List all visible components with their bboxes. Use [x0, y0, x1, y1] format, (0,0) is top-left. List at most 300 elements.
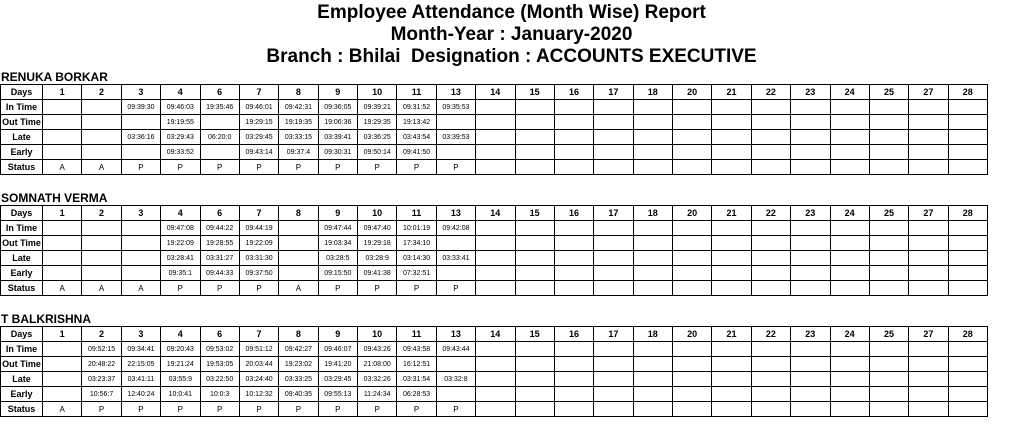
day-header-cell: 11 — [397, 85, 436, 100]
in-time-cell — [43, 221, 82, 236]
late-cell — [791, 372, 830, 387]
late-cell — [830, 372, 869, 387]
late-cell — [594, 372, 633, 387]
early-row — [1, 145, 988, 160]
status-cell — [830, 402, 869, 417]
status-cell: P — [239, 160, 278, 175]
early-cell — [200, 145, 239, 160]
report-title: Employee Attendance (Month Wise) Report — [317, 2, 706, 23]
early-cell — [948, 387, 987, 402]
day-header-cell: 28 — [948, 327, 987, 342]
early-cell: 09:41:50 — [397, 145, 436, 160]
day-header-cell: 14 — [476, 85, 515, 100]
status-cell: P — [358, 281, 397, 296]
in-time-cell: 09:47:44 — [318, 221, 357, 236]
early-cell — [476, 145, 515, 160]
status-cell: P — [121, 160, 160, 175]
out-time-cell — [515, 236, 554, 251]
status-cell: P — [318, 281, 357, 296]
status-cell — [791, 281, 830, 296]
late-cell — [948, 130, 987, 145]
late-cell: 03:41:11 — [121, 372, 160, 387]
status-cell: P — [161, 160, 200, 175]
early-cell — [594, 387, 633, 402]
out-time-cell — [515, 357, 554, 372]
out-time-cell: 19:19:35 — [279, 115, 318, 130]
status-row — [1, 402, 988, 417]
early-cell: 09:37:4 — [279, 145, 318, 160]
out-time-cell — [712, 115, 751, 130]
status-cell — [869, 281, 908, 296]
row-label-in-time: In Time — [1, 221, 43, 236]
early-cell — [515, 266, 554, 281]
in-time-cell: 09:36:05 — [318, 100, 357, 115]
early-cell — [673, 387, 712, 402]
early-cell — [594, 145, 633, 160]
in-time-cell — [830, 342, 869, 357]
out-time-cell — [830, 357, 869, 372]
day-header-cell: 4 — [161, 327, 200, 342]
day-header-cell: 2 — [82, 85, 121, 100]
early-cell — [909, 266, 948, 281]
late-cell — [82, 130, 121, 145]
early-cell — [554, 266, 593, 281]
day-header-cell: 21 — [712, 206, 751, 221]
day-header-cell: 22 — [751, 206, 790, 221]
day-header-cell: 4 — [161, 206, 200, 221]
early-cell — [633, 387, 672, 402]
day-header-cell: 13 — [436, 206, 475, 221]
branch-designation-heading: Branch : Bhilai Designation : ACCOUNTS EXECUTIVE — [266, 46, 757, 67]
days-row — [1, 206, 988, 221]
out-time-cell — [869, 115, 908, 130]
status-cell: P — [200, 160, 239, 175]
status-cell — [673, 402, 712, 417]
late-cell: 03:43:54 — [397, 130, 436, 145]
out-time-cell: 19:03:34 — [318, 236, 357, 251]
early-cell: 09:15:50 — [318, 266, 357, 281]
status-cell — [791, 160, 830, 175]
late-cell: 03:36:16 — [121, 130, 160, 145]
late-cell — [554, 372, 593, 387]
in-time-cell: 09:20:43 — [161, 342, 200, 357]
out-time-cell — [869, 357, 908, 372]
out-time-cell — [791, 236, 830, 251]
day-header-cell: 1 — [43, 85, 82, 100]
status-cell — [791, 402, 830, 417]
in-time-cell — [791, 100, 830, 115]
days-row — [1, 85, 988, 100]
late-row — [1, 251, 988, 266]
late-cell: 03:24:40 — [239, 372, 278, 387]
day-header-cell: 24 — [830, 206, 869, 221]
employee-name: SOMNATH VERMA — [1, 191, 108, 205]
late-cell — [712, 372, 751, 387]
late-cell: 03:31:30 — [239, 251, 278, 266]
in-time-cell — [594, 100, 633, 115]
day-header-cell: 10 — [358, 327, 397, 342]
in-time-cell — [515, 342, 554, 357]
out-time-cell — [751, 236, 790, 251]
status-cell — [633, 281, 672, 296]
attendance-table — [0, 205, 988, 296]
status-cell — [869, 402, 908, 417]
out-time-cell — [712, 236, 751, 251]
out-time-cell — [515, 115, 554, 130]
status-cell — [909, 402, 948, 417]
early-cell — [436, 387, 475, 402]
late-cell: 03:33:25 — [279, 372, 318, 387]
in-time-cell — [909, 221, 948, 236]
status-cell: A — [82, 281, 121, 296]
day-header-cell: 6 — [200, 206, 239, 221]
in-time-cell — [633, 342, 672, 357]
out-time-cell — [436, 357, 475, 372]
out-time-cell — [948, 115, 987, 130]
day-header-cell: 10 — [358, 85, 397, 100]
in-time-cell: 19:35:46 — [200, 100, 239, 115]
row-label-early: Early — [1, 145, 43, 160]
day-header-cell: 9 — [318, 85, 357, 100]
status-cell — [712, 281, 751, 296]
late-cell: 03:29:45 — [318, 372, 357, 387]
status-cell: P — [436, 402, 475, 417]
out-time-cell: 22:15:05 — [121, 357, 160, 372]
late-cell — [948, 251, 987, 266]
day-header-cell: 8 — [279, 327, 318, 342]
early-cell: 09:37:50 — [239, 266, 278, 281]
out-time-cell — [633, 236, 672, 251]
in-time-cell: 09:47:08 — [161, 221, 200, 236]
early-cell: 11:24:34 — [358, 387, 397, 402]
status-cell — [751, 281, 790, 296]
early-cell: 09:41:38 — [358, 266, 397, 281]
in-time-cell — [909, 342, 948, 357]
attendance-table — [0, 326, 988, 417]
row-label-out-time: Out Time — [1, 115, 43, 130]
late-cell: 03:55:9 — [161, 372, 200, 387]
in-time-cell — [673, 342, 712, 357]
late-cell — [279, 251, 318, 266]
out-time-cell: 20:48:22 — [82, 357, 121, 372]
early-cell — [869, 266, 908, 281]
status-cell — [869, 160, 908, 175]
late-cell — [594, 130, 633, 145]
in-time-cell — [594, 342, 633, 357]
late-cell: 03:29:43 — [161, 130, 200, 145]
out-time-cell — [673, 236, 712, 251]
late-cell — [869, 372, 908, 387]
late-cell: 03:28:41 — [161, 251, 200, 266]
status-cell — [633, 402, 672, 417]
early-cell: 10:12:32 — [239, 387, 278, 402]
late-cell — [751, 372, 790, 387]
day-header-cell: 27 — [909, 85, 948, 100]
status-cell: P — [318, 402, 357, 417]
day-header-cell: 2 — [82, 327, 121, 342]
early-cell — [791, 145, 830, 160]
day-header-cell: 8 — [279, 85, 318, 100]
status-cell: A — [43, 402, 82, 417]
day-header-cell: 14 — [476, 327, 515, 342]
early-cell: 09:30:31 — [318, 145, 357, 160]
day-header-cell: 20 — [673, 206, 712, 221]
out-time-cell — [633, 357, 672, 372]
status-cell — [594, 160, 633, 175]
in-time-cell — [751, 221, 790, 236]
late-cell — [791, 251, 830, 266]
status-cell — [554, 160, 593, 175]
status-cell: P — [279, 160, 318, 175]
late-cell: 03:31:54 — [397, 372, 436, 387]
status-cell — [712, 402, 751, 417]
out-time-cell — [633, 115, 672, 130]
status-row — [1, 160, 988, 175]
status-cell — [909, 160, 948, 175]
status-cell — [948, 160, 987, 175]
out-time-cell — [909, 357, 948, 372]
early-cell: 09:43:14 — [239, 145, 278, 160]
in-time-cell — [515, 221, 554, 236]
early-row — [1, 387, 988, 402]
early-cell — [633, 145, 672, 160]
out-time-cell — [594, 115, 633, 130]
late-cell — [43, 251, 82, 266]
early-cell — [476, 266, 515, 281]
in-time-cell: 09:46:03 — [161, 100, 200, 115]
status-cell: P — [239, 281, 278, 296]
out-time-cell: 19:19:55 — [161, 115, 200, 130]
in-time-cell: 09:47:40 — [358, 221, 397, 236]
late-cell — [554, 251, 593, 266]
status-cell: A — [121, 281, 160, 296]
day-header-cell: 18 — [633, 85, 672, 100]
late-cell — [476, 251, 515, 266]
status-cell — [673, 281, 712, 296]
row-label-days: Days — [1, 85, 43, 100]
out-time-cell — [436, 236, 475, 251]
out-time-row — [1, 357, 988, 372]
row-label-late: Late — [1, 251, 43, 266]
in-time-cell — [279, 221, 318, 236]
status-cell: P — [200, 281, 239, 296]
status-cell — [830, 281, 869, 296]
early-cell — [909, 145, 948, 160]
out-time-cell: 19:21:24 — [161, 357, 200, 372]
early-cell — [948, 145, 987, 160]
early-cell: 12:40:24 — [121, 387, 160, 402]
late-cell — [712, 251, 751, 266]
status-cell — [751, 402, 790, 417]
late-cell — [43, 130, 82, 145]
day-header-cell: 23 — [791, 85, 830, 100]
day-header-cell: 22 — [751, 327, 790, 342]
day-header-cell: 1 — [43, 327, 82, 342]
late-cell — [515, 251, 554, 266]
row-label-status: Status — [1, 402, 43, 417]
row-label-early: Early — [1, 266, 43, 281]
in-time-cell — [909, 100, 948, 115]
out-time-cell — [82, 115, 121, 130]
out-time-cell — [673, 115, 712, 130]
late-cell: 06:20:0 — [200, 130, 239, 145]
out-time-cell — [279, 236, 318, 251]
late-cell: 03:22:50 — [200, 372, 239, 387]
day-header-cell: 14 — [476, 206, 515, 221]
status-cell: P — [239, 402, 278, 417]
late-cell — [909, 251, 948, 266]
attendance-table — [0, 84, 988, 175]
out-time-cell: 19:06:36 — [318, 115, 357, 130]
in-time-cell — [830, 221, 869, 236]
late-cell — [751, 130, 790, 145]
late-row — [1, 130, 988, 145]
day-header-cell: 25 — [869, 85, 908, 100]
row-label-out-time: Out Time — [1, 357, 43, 372]
early-cell: 09:50:14 — [358, 145, 397, 160]
in-time-cell: 09:44:19 — [239, 221, 278, 236]
days-row — [1, 327, 988, 342]
day-header-cell: 7 — [239, 85, 278, 100]
day-header-cell: 17 — [594, 206, 633, 221]
late-cell: 03:28:5 — [318, 251, 357, 266]
in-time-cell — [476, 100, 515, 115]
in-time-cell — [515, 100, 554, 115]
out-time-cell — [869, 236, 908, 251]
early-cell — [515, 387, 554, 402]
late-row — [1, 372, 988, 387]
status-cell: A — [279, 281, 318, 296]
day-header-cell: 28 — [948, 206, 987, 221]
day-header-cell: 6 — [200, 327, 239, 342]
early-cell — [436, 266, 475, 281]
row-label-in-time: In Time — [1, 100, 43, 115]
early-cell — [121, 266, 160, 281]
late-cell — [633, 130, 672, 145]
day-header-cell: 18 — [633, 206, 672, 221]
in-time-cell — [594, 221, 633, 236]
early-cell — [476, 387, 515, 402]
day-header-cell: 27 — [909, 206, 948, 221]
day-header-cell: 11 — [397, 206, 436, 221]
day-header-cell: 16 — [554, 206, 593, 221]
out-time-cell — [791, 115, 830, 130]
in-time-cell: 09:44:22 — [200, 221, 239, 236]
late-cell: 03:29:45 — [239, 130, 278, 145]
day-header-cell: 3 — [121, 85, 160, 100]
day-header-cell: 7 — [239, 327, 278, 342]
early-cell — [673, 145, 712, 160]
out-time-row — [1, 115, 988, 130]
in-time-cell — [712, 100, 751, 115]
early-cell — [791, 387, 830, 402]
out-time-cell — [751, 357, 790, 372]
row-label-in-time: In Time — [1, 342, 43, 357]
out-time-cell — [673, 357, 712, 372]
out-time-cell — [200, 115, 239, 130]
status-cell — [712, 160, 751, 175]
late-cell — [121, 251, 160, 266]
out-time-cell: 19:23:02 — [279, 357, 318, 372]
early-cell — [554, 387, 593, 402]
early-cell — [751, 387, 790, 402]
early-cell: 10:0:41 — [161, 387, 200, 402]
late-cell: 03:33:41 — [436, 251, 475, 266]
early-cell: 09:40:35 — [279, 387, 318, 402]
out-time-cell — [554, 115, 593, 130]
out-time-cell — [554, 357, 593, 372]
status-cell — [594, 281, 633, 296]
status-cell: P — [161, 402, 200, 417]
in-time-cell — [869, 221, 908, 236]
in-time-row — [1, 221, 988, 236]
status-cell: P — [318, 160, 357, 175]
in-time-cell — [82, 221, 121, 236]
status-cell — [830, 160, 869, 175]
in-time-cell: 09:43:58 — [397, 342, 436, 357]
late-cell — [594, 251, 633, 266]
early-cell — [830, 266, 869, 281]
in-time-cell — [712, 221, 751, 236]
day-header-cell: 3 — [121, 327, 160, 342]
out-time-cell: 19:29:35 — [358, 115, 397, 130]
early-cell: 10:56:7 — [82, 387, 121, 402]
status-row — [1, 281, 988, 296]
early-cell — [436, 145, 475, 160]
status-cell — [633, 160, 672, 175]
early-cell — [82, 145, 121, 160]
late-cell: 03:32:26 — [358, 372, 397, 387]
in-time-cell — [121, 221, 160, 236]
in-time-cell — [554, 100, 593, 115]
out-time-cell — [712, 357, 751, 372]
early-cell — [43, 387, 82, 402]
early-cell: 10:0:3 — [200, 387, 239, 402]
status-cell — [515, 160, 554, 175]
late-cell — [82, 251, 121, 266]
status-cell — [515, 281, 554, 296]
row-label-late: Late — [1, 130, 43, 145]
late-cell: 03:39:53 — [436, 130, 475, 145]
in-time-cell — [673, 221, 712, 236]
day-header-cell: 15 — [515, 85, 554, 100]
in-time-cell — [751, 100, 790, 115]
early-cell — [43, 266, 82, 281]
status-cell — [594, 402, 633, 417]
row-label-status: Status — [1, 160, 43, 175]
day-header-cell: 2 — [82, 206, 121, 221]
out-time-cell — [436, 115, 475, 130]
day-header-cell: 24 — [830, 85, 869, 100]
out-time-cell: 21:08:00 — [358, 357, 397, 372]
day-header-cell: 24 — [830, 327, 869, 342]
day-header-cell: 21 — [712, 85, 751, 100]
status-cell: P — [121, 402, 160, 417]
early-cell — [515, 145, 554, 160]
day-header-cell: 9 — [318, 206, 357, 221]
early-cell — [673, 266, 712, 281]
status-cell: P — [279, 402, 318, 417]
status-cell — [476, 402, 515, 417]
out-time-cell: 19:41:20 — [318, 357, 357, 372]
day-header-cell: 27 — [909, 327, 948, 342]
late-cell — [830, 251, 869, 266]
out-time-cell: 19:22:09 — [239, 236, 278, 251]
early-cell — [594, 266, 633, 281]
late-cell — [909, 130, 948, 145]
in-time-cell — [633, 221, 672, 236]
day-header-cell: 3 — [121, 206, 160, 221]
